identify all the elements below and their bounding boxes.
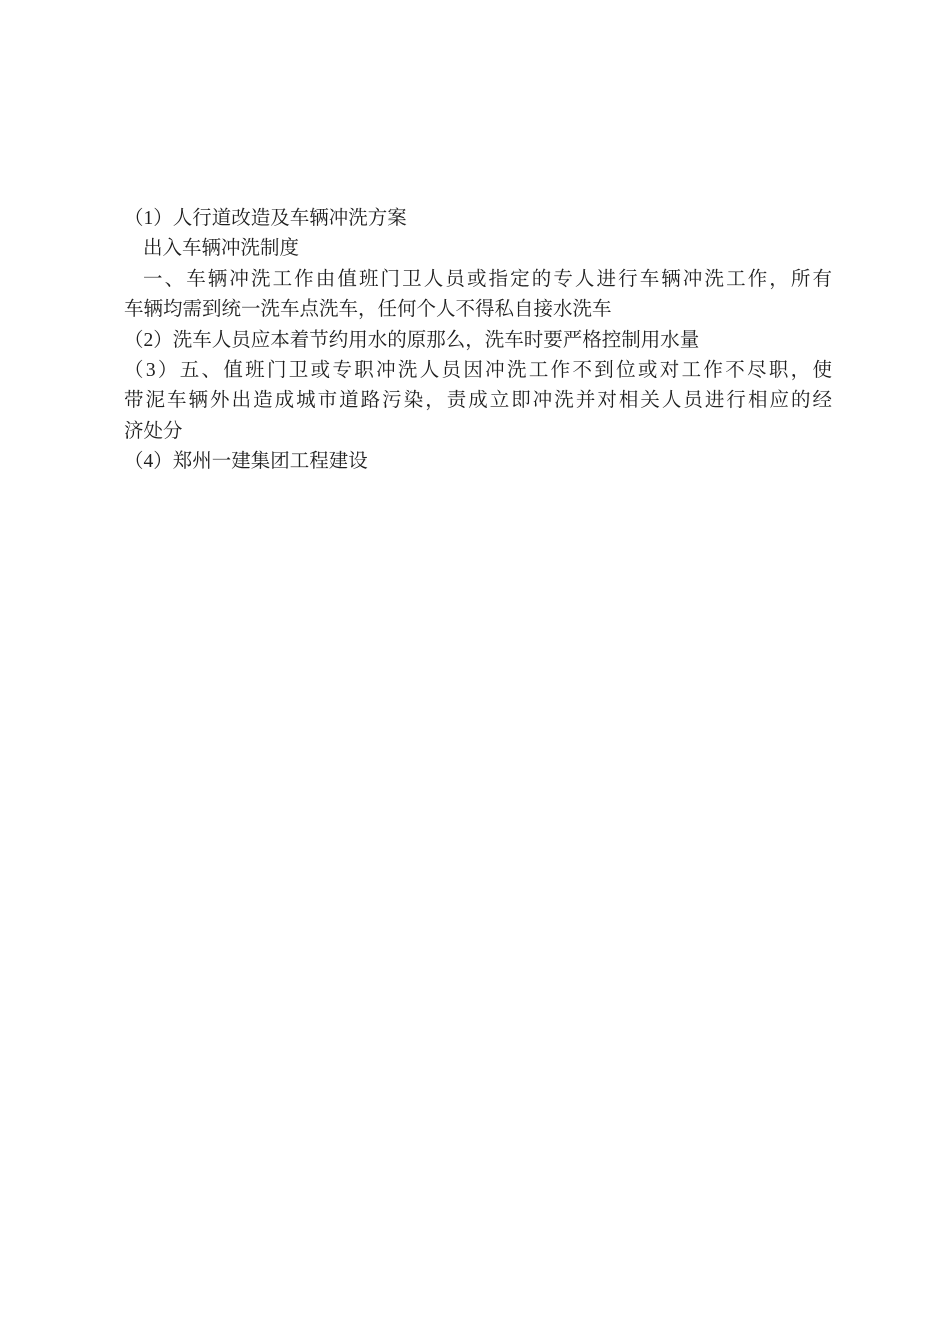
document-text-block	[124, 204, 832, 478]
document-line: 一、车辆冲洗工作由值班门卫人员或指定的专人进行车辆冲洗工作，所有	[143, 268, 832, 290]
document-line: （1）人行道改造及车辆冲洗方案	[124, 208, 407, 229]
document-line: （2）洗车人员应本着节约用水的原那么，洗车时要严格控制用水量	[124, 329, 700, 351]
document-line: 车辆均需到统一洗车点洗车，任何个人不得私自接水洗车	[124, 299, 612, 321]
document-line: 出入车辆冲洗制度	[143, 238, 300, 260]
document-line: 带泥车辆外出造成城市道路污染，责成立即冲洗并对相关人员进行相应的经	[124, 390, 832, 412]
document-line: 济处分	[124, 420, 183, 442]
document-line: （3）五、值班门卫或专职冲洗人员因冲洗工作不到位或对工作不尽职，使	[124, 359, 832, 381]
document-line: （4）郑州一建集团工程建设	[124, 451, 368, 473]
